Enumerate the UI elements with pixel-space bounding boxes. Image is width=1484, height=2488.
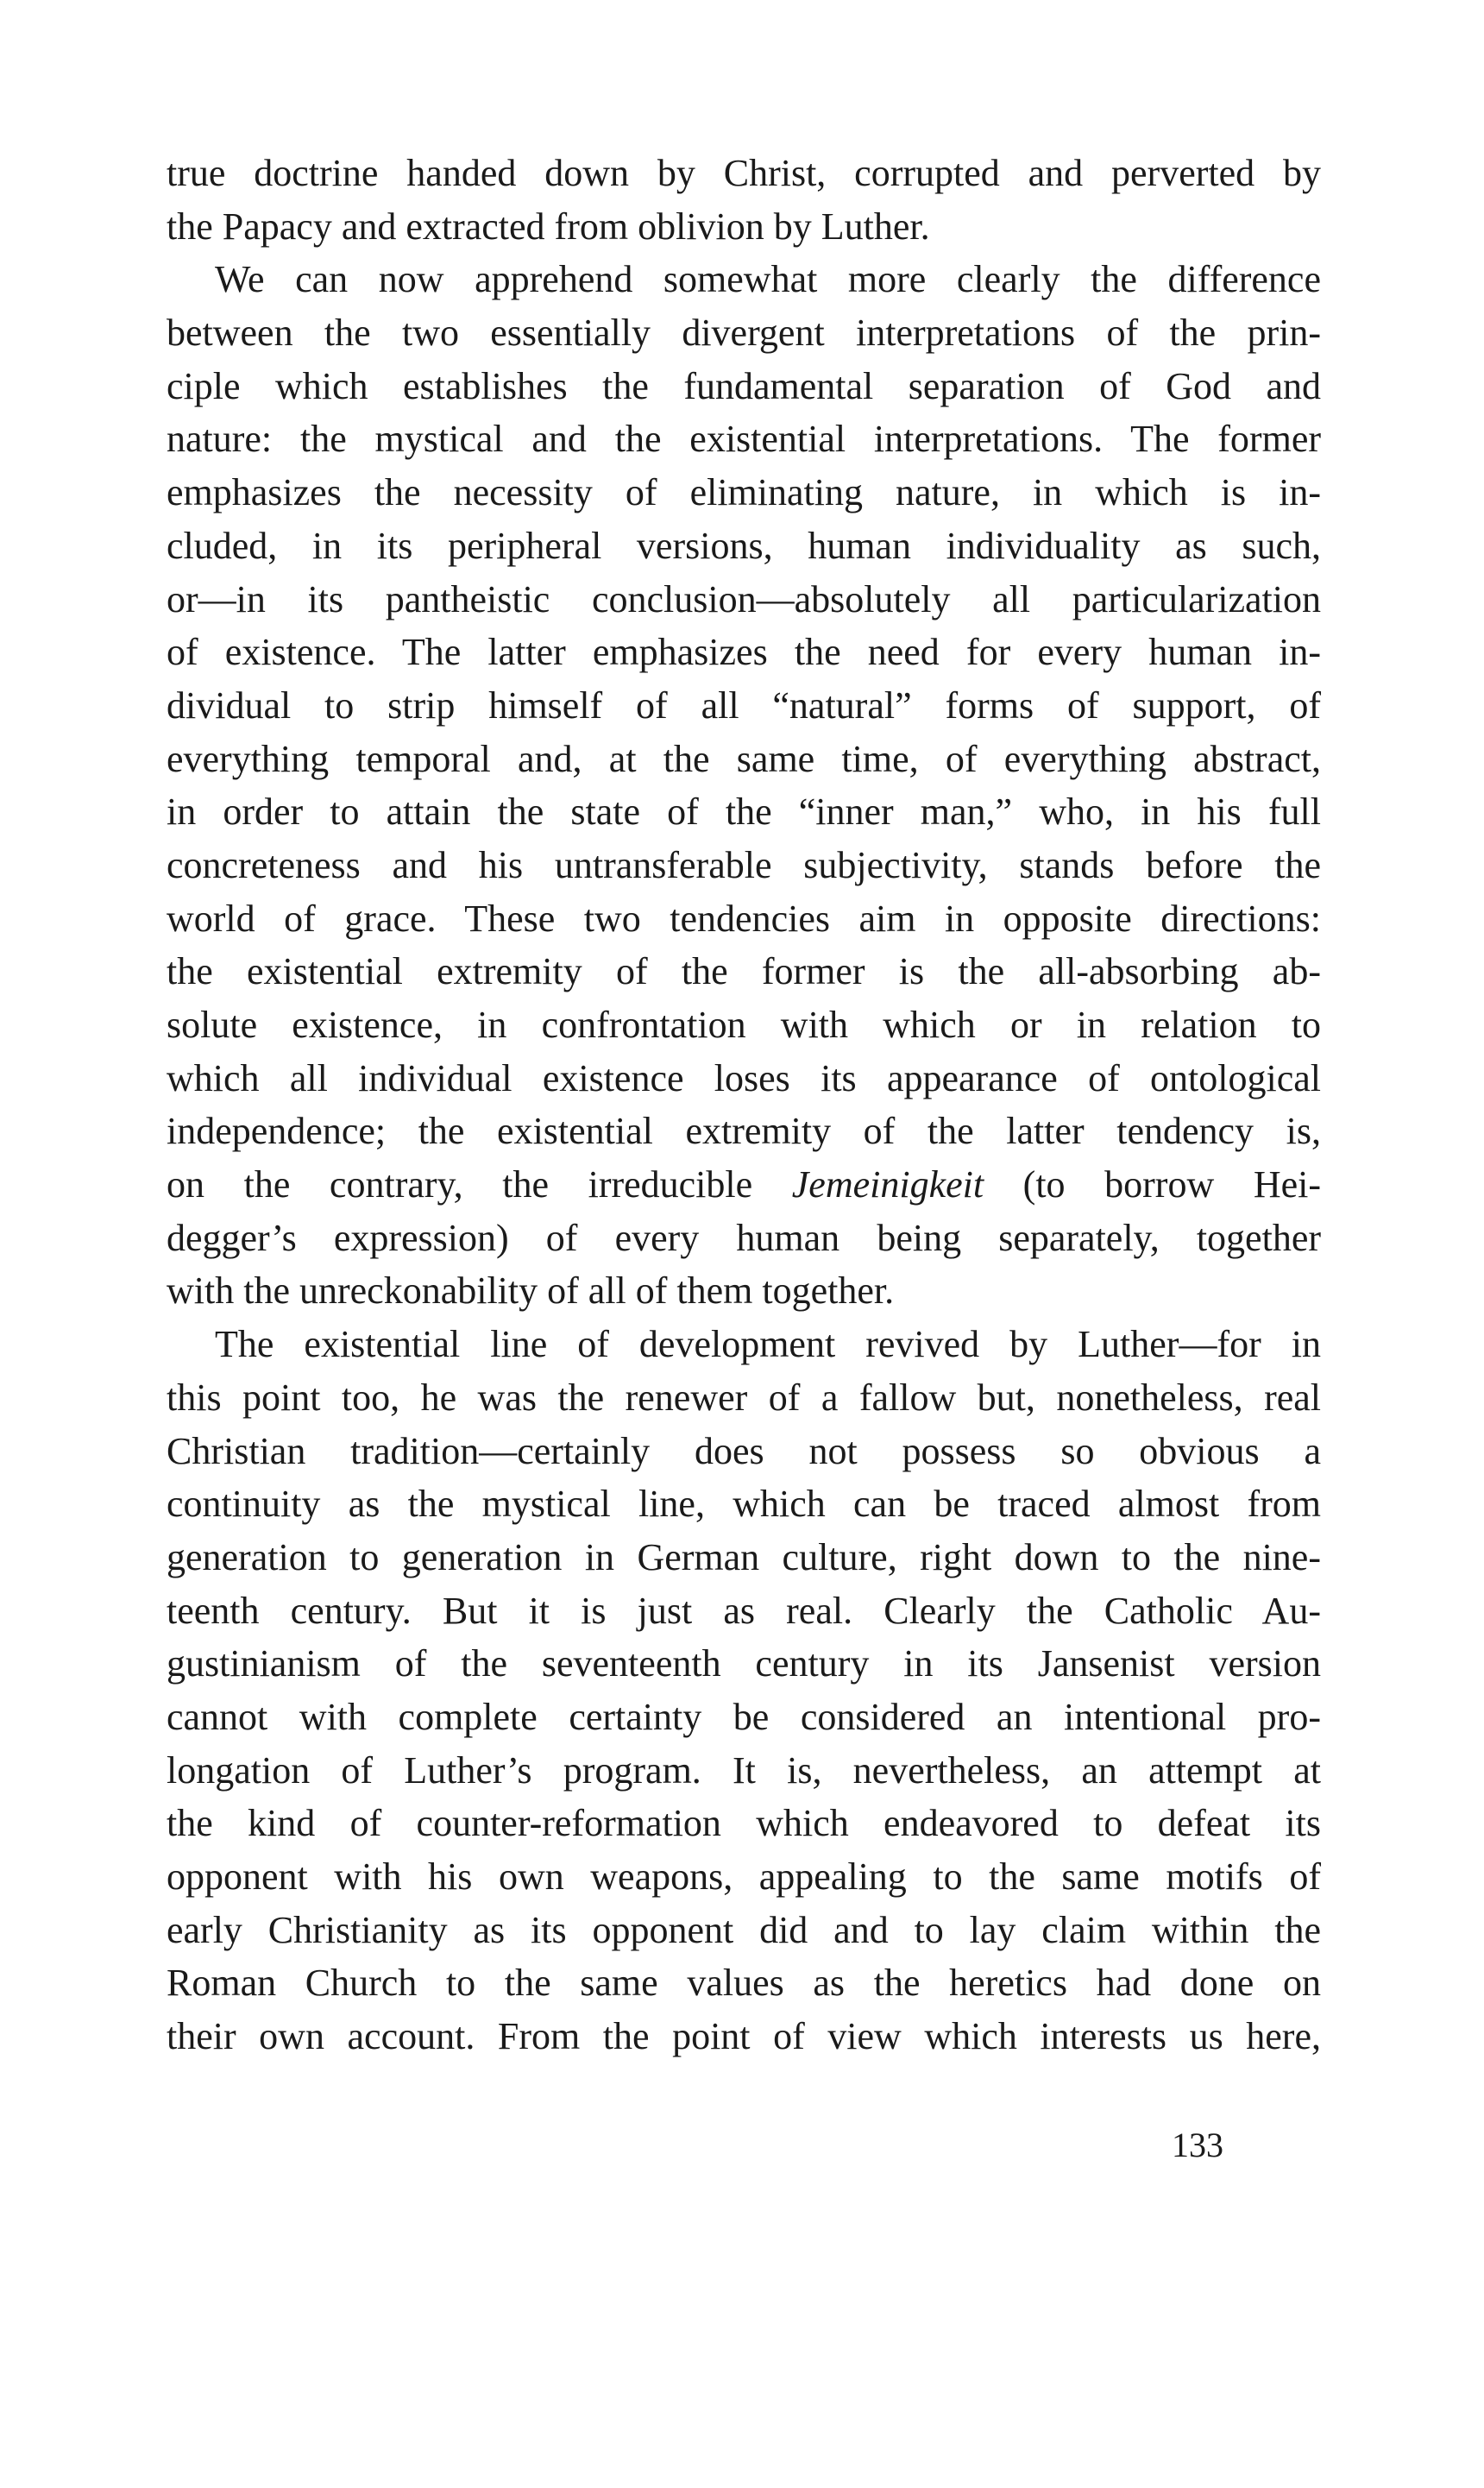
page-body: [167, 147, 1321, 2063]
text-line: in order to attain the state of the “inner man,” who, in his full: [167, 790, 1321, 834]
text-line: concreteness and his untransferable subjectivity, stands before the: [167, 843, 1321, 886]
text-line: degger’s expression) of every human being separately, together: [167, 1216, 1321, 1259]
text-line: the Papacy and extracted from oblivion by Luther.: [167, 205, 930, 248]
text-line: which all individual existence loses its appearance of ontological: [167, 1056, 1321, 1099]
text-line: independence; the existential extremity of the latter tendency is,: [167, 1110, 1321, 1153]
text-line: of existence. The latter emphasizes the need for every human in-: [167, 631, 1321, 674]
text-line: longation of Luther’s program. It is, nevertheless, an attempt at: [167, 1748, 1321, 1792]
text-line: early Christianity as its opponent did and to lay claim within the: [167, 1908, 1321, 1951]
text-line-with-italic: [167, 1158, 1321, 1212]
text-line: Christian tradition—certainly does not possess so obvious a: [167, 1429, 1321, 1472]
text-line: everything temporal and, at the same time, of everything abstract,: [167, 737, 1321, 780]
text-line: with the unreckonability of all of them together.: [167, 1269, 895, 1313]
text-line: cannot with complete certainty be considered an intentional pro-: [167, 1695, 1321, 1738]
text-line: between the two essentially divergent interpretations of the prin-: [167, 312, 1321, 355]
text-line: or—in its pantheistic conclusion—absolutely all particularization: [167, 577, 1321, 620]
text-line: Roman Church to the same values as the heretics had done on: [167, 1962, 1321, 2005]
text-line: We can now apprehend somewhat more clearly the difference: [215, 258, 1321, 301]
text-line: solute existence, in confrontation with which or in relation to: [167, 1004, 1321, 1046]
text-line: world of grace. These two tendencies aim in opposite directions:: [167, 897, 1321, 940]
text-line: continuity as the mystical line, which can be traced almost from: [167, 1483, 1321, 1526]
text-line: the kind of counter-reformation which endeavored to defeat its: [167, 1802, 1321, 1845]
text-line: The existential line of development revived by Luther—for in: [215, 1323, 1321, 1366]
text-line: their own account. From the point of view which interests us here,: [167, 2015, 1321, 2058]
text-line: ciple which establishes the fundamental separation of God and: [167, 364, 1321, 407]
text-line: emphasizes the necessity of eliminating nature, in which is in-: [167, 471, 1321, 514]
text-line: true doctrine handed down by Christ, corrupted and perverted by: [167, 152, 1321, 194]
text-run: on the contrary, the irreducible: [167, 1163, 792, 1206]
text-run: (to borrow Hei-: [984, 1163, 1322, 1206]
text-line: cluded, in its peripheral versions, human individuality as such,: [167, 524, 1321, 567]
text-line: teenth century. But it is just as real. Clearly the Catholic Au-: [167, 1589, 1321, 1632]
italic-term: Jemeinigkeit: [791, 1163, 984, 1206]
text-line: gustinianism of the seventeenth century in its Jansenist version: [167, 1642, 1321, 1685]
text-line: opponent with his own weapons, appealing to the same motifs of: [167, 1855, 1321, 1898]
text-line: the existential extremity of the former is the all-absorbing ab-: [167, 950, 1321, 993]
text-line: dividual to strip himself of all “natural” forms of support, of: [167, 683, 1321, 727]
text-line: this point too, he was the renewer of a fallow but, nonetheless, real: [167, 1376, 1321, 1419]
page-number: 133: [1172, 2126, 1223, 2164]
text-line: generation to generation in German culture, right down to the nine-: [167, 1535, 1321, 1578]
text-line: nature: the mystical and the existential interpretations. The former: [167, 418, 1321, 461]
